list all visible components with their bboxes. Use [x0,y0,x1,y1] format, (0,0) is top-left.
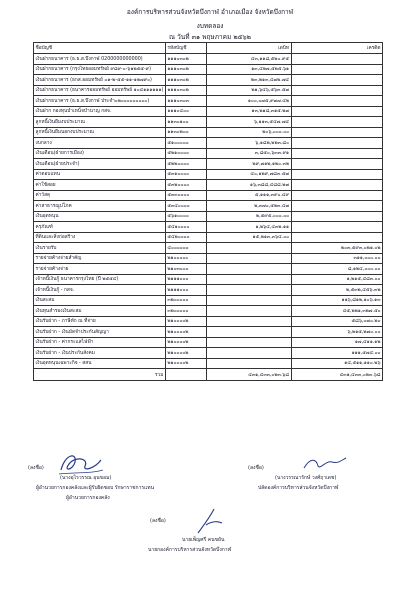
credit-cell [291,64,382,75]
credit-cell [291,232,382,243]
account-name-cell: ค่าใช้สอย [34,180,166,191]
credit-cell: ๑๗,๔๑๑.๑๒ [291,337,382,348]
table-row [34,159,383,170]
table-body [34,54,383,369]
credit-cell [291,201,382,212]
account-code-cell: ๕๖๑๐๐๐๐ [165,211,206,222]
debit-cell: ๒๙,๗๑๒,๑๒๐.๓๒ [206,159,291,170]
debit-cell: ๑,๒๖๔,๔๓๒.๑๑ [206,222,291,233]
account-code-cell: ๒๑๑๑๐๐๐ [165,285,206,296]
debit-cell: ๑๕,๒๑๓,๓๖๔.๐๐ [206,232,291,243]
org-header: องค์การบริหารส่วนจังหวัดบึงกาฬ อำเภอเมือง จังหวัดบึงกาฬ [126,8,294,16]
account-name-cell: เงินเดือน(ฝ่ายการเมือง) [34,148,166,159]
debit-cell [206,285,291,296]
column-header-debit: เดบิท [206,43,291,54]
credit-cell: ๖,๒๑๕,๒๗๐.๐๐ [291,327,382,338]
debit-cell [206,306,291,317]
document-date: ณ วันที่ ๓๑ พฤษภาคม ๒๕๖๒ [169,33,251,41]
bottom-sig-label: (ลงชื่อ) [150,518,166,524]
account-code-cell: ๕๒๑๐๐๐๐ [165,148,206,159]
credit-cell [291,117,382,128]
right-sig-label: (ลงชื่อ) [248,465,264,471]
credit-cell [291,106,382,117]
account-name-cell: เงินฝากธนาคาร (ธ.ธ.ส.บึงกาฬ 0200000000000) [34,54,166,65]
account-code-cell: ๒๑๐๐๐๐๒ [165,337,206,348]
table-row [34,232,383,243]
right-handwritten-signature [300,452,350,474]
account-name-cell: เงินฝากธนาคาร (ธกส.ออมทรัพย์ ๐๑-๒-๕๕-๑๑-๑๒๗๙๐) [34,75,166,86]
table-row [34,253,383,264]
account-code-cell: ๑๑๓๐๑๐๐ [165,117,206,128]
account-code-cell: ๕๑๐๐๐๐๐ [165,138,206,149]
debit-cell [206,358,291,369]
account-name-cell: เงินรับฝาก - เงินประกันสังคม [34,348,166,359]
table-header-row [34,43,383,54]
credit-cell: ๒๐๓,๕๙๓,๐๒๑.๐๒ [291,243,382,254]
account-code-cell: ๕๓๑๐๐๐๐ [165,169,206,180]
credit-cell [291,85,382,96]
account-code-cell: ๑๑๑๐๓๐๒ [165,54,206,65]
account-code-cell: ๕๒๒๐๐๐๐ [165,159,206,170]
account-name-cell: เงินอุดหนุนเฉพาะกิจ - สสน [34,358,166,369]
table-row [34,285,383,296]
debit-cell: ๓,๘๕๐,๖๓๓.๙๑ [206,148,291,159]
debit-cell: ๑๐๐,๐๗๕,๙๗๗.๔๒ [206,96,291,107]
table-row [34,316,383,327]
debit-cell: ๒,๓๗๐,๕๒๓.๔๗ [206,201,291,212]
trial-balance-table [33,42,383,381]
account-name-cell: รายจ่ายค้างจ่ายสำคัญ [34,253,166,264]
debit-cell: ๒๐๖,๐๐๐.๐๐ [206,127,291,138]
account-name-cell: เงินสะสม [34,295,166,306]
account-code-cell: ๑๑๓๐๒๐๐ [165,127,206,138]
table-row [34,54,383,65]
account-name-cell: เงินฝาก กองทุนบำเหน็จบำนาญ กสจ. [34,106,166,117]
table-row [34,190,383,201]
account-code-cell: ๑๑๑๐๔๐๐ [165,106,206,117]
account-code-cell: ๕๓๓๐๐๐๐ [165,190,206,201]
table-row [34,306,383,317]
debit-cell: ๑๓,๔๒๗,๕๒๕.๖๑ [206,64,291,75]
table-row [34,327,383,338]
debit-cell [206,337,291,348]
account-code-cell: ๓๒๐๐๐๐๐ [165,306,206,317]
account-name-cell: ค่าวัสดุ [34,190,166,201]
account-name-cell: ค่าสาธารณูปโภค [34,201,166,212]
credit-cell [291,169,382,180]
table-row [34,169,383,180]
table-row [34,96,383,107]
debit-cell: ๑๓,๒๑๘,๓๑๕.๒๗ [206,106,291,117]
account-code-cell: ๒๑๐๓๐๐๐ [165,264,206,275]
total-label: รวม [34,369,166,381]
account-name-cell: เงินทุนสำรองเงินสะสม [34,306,166,317]
table-row [34,106,383,117]
debit-cell [206,295,291,306]
account-code-cell: ๑๑๑๐๓๐๒ [165,85,206,96]
account-name-cell: งบกลาง [34,138,166,149]
account-code-cell: ๒๑๐๐๐๐๐ [165,253,206,264]
table-row [34,201,383,212]
table-row [34,148,383,159]
table-row [34,358,383,369]
left-signer-title: ผู้อำนวยการกองคลังและผู้รับผิดชอบ รักษาราชการแทน [36,485,154,491]
bottom-signer-title: นายกองค์การบริหารส่วนจังหวัดบึงกาฬ [148,547,232,553]
account-name-cell: เงินรับฝาก - เงินมัดจำประกันสัญญา [34,327,166,338]
column-header-account: ชื่อบัญชี [34,43,166,54]
table-row [34,274,383,285]
account-name-cell: เงินเดือน(ฝ่ายประจำ) [34,159,166,170]
account-code-cell: ๑๑๑๐๓๐๓ [165,96,206,107]
debit-cell: ๒,๕๙๕,๐๐๐.๐๐ [206,211,291,222]
column-header-credit: เครดิต [291,43,382,54]
credit-cell: ๑๔,๕๑๑,๑๑๐.๒๖ [291,358,382,369]
account-code-cell: ๕๓๒๐๐๐๐ [165,180,206,191]
credit-cell: ๑๑๑,๕๗๔.๐๐ [291,348,382,359]
table-row [34,243,383,254]
document-title: งบทดลอง [196,22,224,30]
account-name-cell: เงินอุดหนุน [34,211,166,222]
table-row [34,348,383,359]
debit-cell: ๒๑,๖๔๖,๕๖๓.๕๗ [206,85,291,96]
table-row [34,138,383,149]
table-row [34,127,383,138]
account-code-cell: ๔๐๐๐๐๐๐ [165,243,206,254]
left-signer-name: (นางอุไรวรรณ อุนขอม) [60,475,112,481]
account-code-cell: ๒๑๐๐๐๐๒ [165,358,206,369]
credit-cell [291,159,382,170]
credit-cell [291,54,382,65]
debit-cell: ๖,๑๘๒,๒๒๓.๘๐ [206,138,291,149]
credit-cell: ๔๕,๒๒๑,๓๒๗.๕๐ [291,306,382,317]
account-name-cell: รายจ่ายค้างจ่าย [34,264,166,275]
total-code-cell [165,369,206,381]
account-name-cell: ที่ดินและสิ่งก่อสร้าง [34,232,166,243]
table-row [34,222,383,233]
account-code-cell: ๓๒๐๐๐๐๐ [165,295,206,306]
right-signer-title: ปลัดองค์การบริหารส่วนจังหวัดบึงกาฬ [258,485,339,491]
account-code-cell: ๕๓๔๐๐๐๐ [165,201,206,212]
credit-cell [291,180,382,191]
debit-cell [206,243,291,254]
debit-cell: ๑๖,๓๘๘,๔๘๘.๒๗ [206,180,291,191]
total-debit: ๔๓๑,๔๓๓,๐๒๓.๖๘ [206,369,291,381]
table-row [34,85,383,96]
credit-cell: ๑๑๖,๘๑๒,๑๐๖.๑๓ [291,295,382,306]
credit-cell [291,127,382,138]
account-name-cell: เงินฝากธนาคาร (ธ.ธ.ส.บึงกาฬ ประจำ๐๒๐๐๐๐๐๐๐๐๐) [34,96,166,107]
account-name-cell: ลูกหนี้เงินยืมงบประมาณ [34,117,166,128]
credit-cell [291,148,382,159]
debit-cell: ๔๐,๑๒๙,๗๘๓.๕๗ [206,169,291,180]
credit-cell [291,211,382,222]
account-code-cell: ๒๑๐๐๐๐๒ [165,348,206,359]
column-header-code: รหัสบัญชี [165,43,206,54]
account-code-cell: ๒๑๐๐๐๐๒ [165,327,206,338]
account-name-cell: เงินฝากธนาคาร (ธนาคารออมทรัพย์ ออมทรัพย์ ๑๐๔๑๑๑๑๑๑) [34,85,166,96]
table-row [34,64,383,75]
credit-cell [291,138,382,149]
debit-cell [206,264,291,275]
table-row [34,180,383,191]
table-row [34,117,383,128]
account-name-cell: เจ้าหนี้เงินกู้ ธนาคารกรุงไทย (ปี ๒๕๕๔) [34,274,166,285]
account-name-cell: ครุภัณฑ์ [34,222,166,233]
debit-cell [206,274,291,285]
credit-cell: ๒,๕๓๒,๔๕๖.๓๒ [291,285,382,296]
credit-cell [291,190,382,201]
debit-cell: ๖,๑๑๓,๕๔๗.๗๔ [206,117,291,128]
account-name-cell: ค่าตอบแทน [34,169,166,180]
left-sig-label: (ลงชื่อ) [28,465,44,471]
debit-cell [206,327,291,338]
account-code-cell: ๕๔๑๐๐๐๐ [165,222,206,233]
left-signer-title-2: ผู้อำนวยการกองคลัง [66,495,110,501]
table-row [34,75,383,86]
debit-cell [206,316,291,327]
right-signer-name: (นางวรรณารักษ์ วงศ์ฤาเดช) [275,475,337,481]
bottom-signer-name: นายเพ็ญศรี คนขยัน [182,537,225,543]
debit-cell [206,253,291,264]
total-row [34,369,383,381]
credit-cell: ๕๘๖,๐๗๐.๒๐ [291,316,382,327]
table-row [34,211,383,222]
total-credit: ๔๓๑,๔๓๓,๐๒๓.๖๘ [291,369,382,381]
bottom-handwritten-signature [192,505,228,537]
account-name-cell: เจ้าหนี้เงินกู้ - กสจ. [34,285,166,296]
account-code-cell: ๒๑๐๐๐๐๒ [165,316,206,327]
debit-cell: ๔๓,๑๑๘,๕๒๐.๙๕ [206,54,291,65]
table-row [34,264,383,275]
account-code-cell: ๕๔๒๐๐๐๐ [165,232,206,243]
account-code-cell: ๒๑๑๑๐๐๐ [165,274,206,285]
debit-cell: ๒๓,๒๑๓,๔๗๒.๗๔ [206,75,291,86]
account-code-cell: ๑๑๑๐๓๐๒ [165,75,206,86]
credit-cell: ๑,๒๑๕,๔๘๓.๐๐ [291,274,382,285]
debit-cell [206,348,291,359]
table-row [34,295,383,306]
credit-cell: ๘,๑๒๔,๐๐๐.๐๐ [291,264,382,275]
account-name-cell: เงินฝากธนาคาร (กรุงไทยออมทรัพย์ ๙๘๙-๐-๖๑๒๕๕-๙) [34,64,166,75]
debit-cell: ๕,๑๑๑,๓๙๐.๔๙ [206,190,291,201]
account-code-cell: ๑๑๑๐๓๐๒ [165,64,206,75]
credit-cell: ๓๑๑,๐๐๐.๐๐ [291,253,382,264]
account-name-cell: เงินรายรับ [34,243,166,254]
account-name-cell: เงินรับฝาก - ค่ากระแสไฟฟ้า [34,337,166,348]
account-name-cell: เงินรับฝาก - ภาษีหัก ณ ที่จ่าย [34,316,166,327]
account-name-cell: ลูกหนี้เงินยืมนอกงบประมาณ [34,127,166,138]
table-row [34,337,383,348]
credit-cell [291,96,382,107]
credit-cell [291,222,382,233]
credit-cell [291,75,382,86]
left-handwritten-signature [55,448,105,478]
